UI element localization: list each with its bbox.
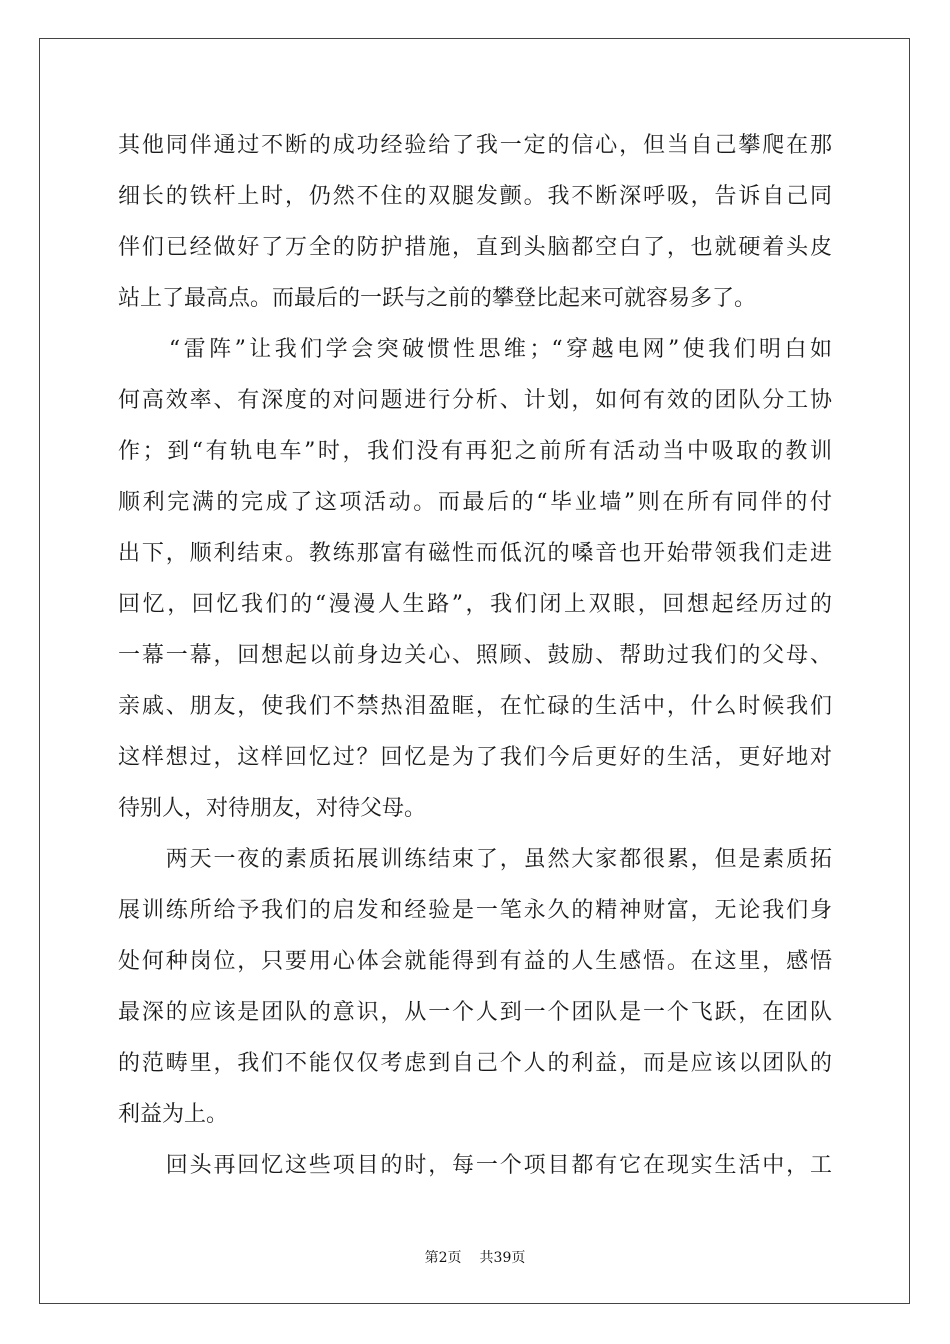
page-number: 第2页 [424,1250,462,1266]
text-line: 何高效率、有深度的对问题进行分析、计划，如何有效的团队分工协 [118,388,832,413]
text-line: 展训练所给予我们的启发和经验是一笔永久的精神财富，无论我们身 [118,898,832,923]
text-line: 这样想过，这样回忆过？回忆是为了我们今后更好的生活，更好地对 [118,745,832,770]
page-footer [0,1246,950,1270]
text-line: 伴们已经做好了万全的防护措施，直到头脑都空白了，也就硬着头皮 [118,235,832,260]
text-line: 回头再回忆这些项目的时，每一个项目都有它在现实生活中，工 [118,1153,832,1178]
text-line: 细长的铁杆上时，仍然不住的双腿发颤。我不断深呼吸，告诉自己同 [118,184,832,209]
text-line: 出下，顺利结束。教练那富有磁性而低沉的嗓音也开始带领我们走进 [118,541,832,566]
text-line: 待别人，对待朋友，对待父母。 [118,796,427,821]
text-line: 一幕一幕，回想起以前身边关心、照顾、鼓励、帮助过我们的父母、 [118,643,832,668]
text-line: 站上了最高点。而最后的一跃与之前的攀登比起来可就容易多了。 [118,286,757,311]
text-line: 顺利完满的完成了这项活动。而最后的“毕业墙”则在所有同伴的付 [118,490,832,515]
page-total: 共39页 [479,1250,526,1266]
text-line: 两天一夜的素质拓展训练结束了，虽然大家都很累，但是素质拓 [118,847,832,872]
text-line: 处何种岗位，只要用心体会就能得到有益的人生感悟。在这里，感悟 [118,949,832,974]
text-line: 的范畴里，我们不能仅仅考虑到自己个人的利益，而是应该以团队的 [118,1051,832,1076]
text-line: 利益为上。 [118,1102,229,1127]
text-line: 作；到“有轨电车”时，我们没有再犯之前所有活动当中吸取的教训 [118,439,832,464]
text-line: 最深的应该是团队的意识，从一个人到一个团队是一个飞跃，在团队 [118,1000,832,1025]
text-line: 亲戚、朋友，使我们不禁热泪盈眶，在忙碌的生活中，什么时候我们 [118,694,832,719]
text-line: 其他同伴通过不断的成功经验给了我一定的信心，但当自己攀爬在那 [118,133,832,158]
text-line: “雷阵”让我们学会突破惯性思维；“穿越电网”使我们明白如 [118,337,832,362]
text-line: 回忆，回忆我们的“漫漫人生路”，我们闭上双眼，回想起经历过的 [118,592,832,617]
